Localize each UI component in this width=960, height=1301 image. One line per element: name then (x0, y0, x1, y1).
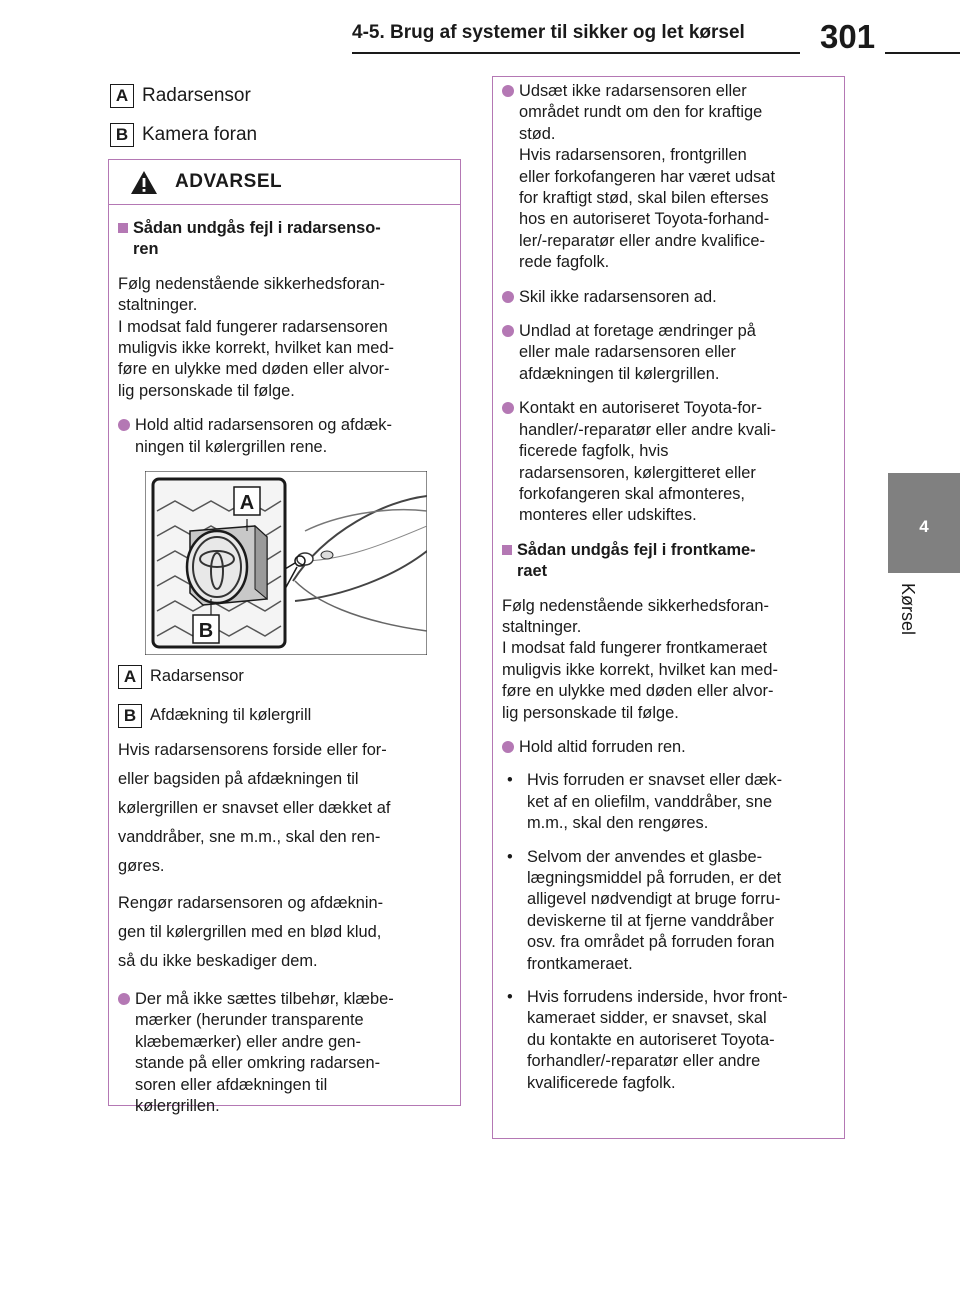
page-number: 301 (820, 18, 876, 55)
key-badge: A (118, 665, 142, 689)
bullet-text: Der må ikke sættes tilbehør, klæbe- mærker (herunder transparente klæbemærker) eller andre gen- stande på eller omkring radarsen- soren eller afdækningen til kølergrillen. (135, 990, 394, 1116)
bullet-item (118, 989, 448, 1117)
sub-bullet-item (502, 987, 832, 1094)
header-rule-right (885, 52, 960, 54)
paragraph: Følg nedenstående sikkerhedsforan- staltninger. I modsat fald fungerer radarsensoren muligvis ikke korrekt, hvilket kan med- føre en ulykke med døden eller alvor- lig personskade til følge. (118, 274, 394, 400)
paragraph: Følg nedenstående sikkerhedsforan- staltninger. I modsat fald fungerer frontkameraet muligvis ikke korrekt, hvilket kan med- føre en ulykke med døden eller alvor- lig personskade til følge. (502, 596, 778, 722)
bullet-text: Udsæt ikke radarsensoren eller området rundt om den for kraftige stød. Hvis radarsensoren, frontgrillen eller forkofangeren har været udsat for kraftigt stød, skal bilen efterses hos en autoriseret Toyota-forhand- ler/-reparatør eller andre kvalifice- rede fagfolk. (519, 82, 776, 272)
bullet-text: Skil ikke radarsensoren ad. (519, 287, 717, 306)
chapter-label: Kørsel (898, 583, 918, 636)
heading-text: Sådan undgås fejl i radarsenso- ren (133, 219, 381, 259)
paragraph: Hvis radarsensorens forside eller for- eller bagsiden på afdækningen til kølergrillen er snavset eller dækket af vanddråber, sne m.m., skal den ren- gøres. (118, 741, 391, 876)
legend-item (110, 115, 257, 154)
sub-bullet-marker: • (507, 847, 513, 866)
legend-label: Radarsensor (142, 84, 251, 106)
square-bullet-icon (118, 223, 128, 233)
section-heading (118, 218, 448, 261)
warning-header (109, 160, 460, 205)
sub-bullet-text: Hvis forruden er snavset eller dæk- ket af en oliefilm, vanddråber, sne m.m., skal den rengøres. (527, 771, 783, 833)
bullet-dot-icon (502, 291, 514, 303)
header-rule-left (352, 52, 800, 54)
bullet-text: Kontakt en autoriseret Toyota-for- handler/-reparatør eller andre kvali- ficerede fagfolk, hvis radarsensoren, kølergitteret eller forkofangeren skal afmonteres, monteres eller udskiftes. (519, 399, 776, 525)
key-badge: B (110, 123, 134, 147)
bullet-item (502, 737, 832, 758)
bullet-item (502, 287, 832, 308)
sub-bullet-marker: • (507, 988, 513, 1007)
sub-bullet-item (502, 847, 832, 975)
figure-legend-item (118, 704, 448, 728)
callout-b: B (198, 620, 214, 643)
legend (110, 76, 257, 154)
bullet-dot-icon (502, 85, 514, 97)
legend-item (110, 76, 257, 115)
sub-bullet-text: Selvom der anvendes et glasbe- lægningsmiddel på forruden, er det alligevel nødvendigt at bruge forru- deviskerne til at fjerne vanddråber osv. fra området på forruden foran frontkameraet. (527, 847, 782, 973)
bullet-item (502, 321, 832, 385)
figure-legend-label: Afdækning til kølergrill (150, 706, 312, 725)
key-badge: A (110, 84, 134, 108)
warning-title: ADVARSEL (175, 171, 283, 192)
chapter-label-wrap (892, 583, 926, 653)
warning-box-continued (492, 76, 845, 1139)
paragraph: Rengør radarsensoren og afdæknin- gen til kølergrillen med en blød klud, så du ikke beskadiger dem. (118, 894, 384, 971)
bullet-item (502, 398, 832, 526)
bullet-dot-icon (118, 993, 130, 1005)
radar-sensor-figure (145, 471, 427, 655)
bullet-item (118, 415, 448, 458)
sub-bullet-text: Hvis forrudens inderside, hvor front- kameraet sidder, er snavset, skal du kontakte en autoriseret Toyota- forhandler/-reparatør eller andre kvalificerede fagfolk. (527, 988, 788, 1092)
figure-legend (118, 665, 448, 728)
warning-box (108, 159, 461, 1116)
legend-label: Kamera foran (142, 123, 258, 145)
bullet-item (502, 81, 832, 274)
bullet-dot-icon (502, 741, 514, 753)
section-title: 4-5. Brug af systemer til sikker og let kørsel (352, 22, 745, 43)
bullet-text: Hold altid forruden ren. (519, 737, 686, 756)
bullet-dot-icon (118, 419, 130, 431)
key-badge: B (118, 704, 142, 728)
square-bullet-icon (502, 545, 512, 555)
sub-bullet-marker: • (507, 771, 513, 790)
heading-text: Sådan undgås fejl i frontkame- raet (517, 540, 756, 581)
chapter-tab (888, 473, 960, 573)
figure-legend-item (118, 665, 448, 689)
figure-legend-label: Radarsensor (150, 667, 244, 686)
bullet-text: Hold altid radarsensoren og afdæk- ningen til kølergrillen rene. (135, 416, 392, 456)
chapter-number: 4 (919, 517, 929, 536)
callout-a: A (239, 492, 255, 515)
warning-triangle-icon (130, 170, 158, 195)
bullet-text: Undlad at foretage ændringer på eller male radarsensoren eller afdækningen til kølergrillen. (519, 322, 756, 383)
bullet-dot-icon (502, 325, 514, 337)
car-grille-illustration (145, 471, 427, 655)
section-heading (502, 540, 832, 583)
sub-bullet-item (502, 770, 832, 834)
bullet-dot-icon (502, 402, 514, 414)
